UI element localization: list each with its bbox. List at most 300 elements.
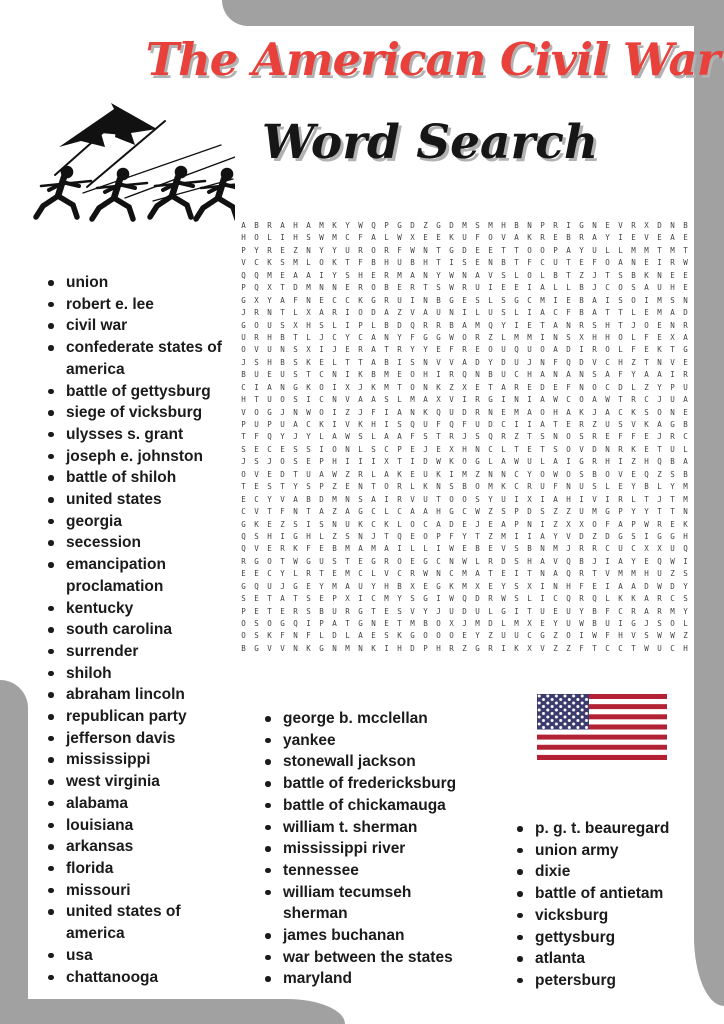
word-list-item: shiloh — [47, 663, 242, 685]
grid-letter: P — [241, 606, 246, 616]
word-list-item: louisiana — [47, 815, 242, 837]
grid-letter: M — [345, 544, 350, 554]
grid-letter: V — [254, 507, 259, 517]
grid-letter: E — [254, 444, 259, 454]
grid-letter: O — [280, 457, 285, 467]
word-list-item: missouri — [47, 880, 242, 902]
grid-letter: A — [358, 544, 363, 554]
grid-letter: A — [371, 494, 376, 504]
word-list-item: battle of shiloh — [47, 467, 242, 489]
grid-letter: E — [254, 482, 259, 492]
grid-letter: Q — [683, 544, 688, 554]
grid-letter: B — [683, 469, 688, 479]
grid-letter: A — [592, 233, 597, 243]
grid-letter: H — [384, 258, 389, 268]
grid-letter: M — [345, 569, 350, 579]
grid-letter: J — [475, 519, 480, 529]
grid-letter: E — [423, 581, 428, 591]
grid-row — [237, 506, 692, 518]
grid-letter: U — [397, 258, 402, 268]
grid-letter: H — [241, 395, 246, 405]
grid-letter: B — [241, 370, 246, 380]
grid-letter: W — [293, 556, 298, 566]
grid-letter: B — [670, 457, 675, 467]
grid-letter: M — [514, 619, 519, 628]
grid-letter: K — [332, 258, 337, 268]
grid-letter: I — [345, 308, 350, 318]
grid-letter: S — [579, 432, 584, 442]
grid-letter: K — [631, 407, 636, 417]
grid-letter: X — [566, 519, 571, 529]
grid-letter: A — [397, 432, 402, 442]
grid-letter: D — [462, 407, 467, 417]
grid-letter: B — [306, 494, 311, 504]
grid-letter: F — [644, 332, 649, 342]
grid-letter: O — [566, 432, 571, 442]
grid-letter: P — [241, 283, 246, 293]
grid-letter: A — [566, 407, 571, 417]
grid-letter: S — [345, 531, 350, 541]
grid-letter: G — [280, 619, 285, 628]
grid-letter: X — [345, 594, 350, 604]
grid-letter: Y — [605, 233, 610, 243]
grid-letter: R — [631, 221, 636, 230]
grid-letter: H — [683, 643, 688, 653]
grid-letter: D — [540, 382, 545, 392]
grid-letter: C — [397, 569, 402, 579]
grid-row — [237, 369, 692, 381]
grid-letter: A — [553, 345, 558, 355]
grid-letter: Q — [293, 619, 298, 628]
grid-letter: A — [592, 308, 597, 318]
word-list-item: battle of antietam — [516, 883, 711, 905]
grid-letter: P — [397, 444, 402, 454]
grid-letter: F — [579, 643, 584, 653]
grid-letter: O — [332, 444, 337, 454]
grid-letter: V — [449, 395, 454, 405]
grid-letter: Y — [579, 245, 584, 255]
grid-letter: N — [553, 332, 558, 342]
grid-letter: F — [436, 420, 441, 429]
grid-letter: X — [306, 345, 311, 355]
grid-letter: A — [280, 594, 285, 604]
grid-row — [237, 245, 692, 257]
grid-letter: F — [618, 432, 623, 442]
grid-letter: O — [449, 631, 454, 641]
grid-letter: X — [462, 382, 467, 392]
grid-letter: H — [644, 569, 649, 579]
grid-letter: U — [579, 482, 584, 492]
grid-row — [237, 394, 692, 406]
grid-letter: J — [371, 531, 376, 541]
grid-letter: B — [462, 482, 467, 492]
grid-letter: S — [397, 606, 402, 616]
word-list-item: mississippi — [47, 749, 242, 771]
grid-letter: T — [436, 258, 441, 268]
grid-letter: H — [241, 233, 246, 243]
grid-letter: L — [397, 519, 402, 529]
grid-letter: C — [254, 494, 259, 504]
grid-letter: E — [267, 519, 272, 529]
grid-letter: C — [371, 519, 376, 529]
grid-letter: L — [371, 469, 376, 479]
grid-letter: J — [280, 581, 285, 591]
grid-letter: T — [254, 395, 259, 405]
grid-row — [237, 581, 692, 593]
grid-letter: P — [241, 245, 246, 255]
grid-letter: S — [280, 320, 285, 330]
word-list-item: kentucky — [47, 598, 242, 620]
grid-letter: D — [579, 357, 584, 367]
grid-letter: S — [306, 606, 311, 616]
grid-letter: S — [618, 420, 623, 429]
word-list-item: emancipation proclamation — [47, 554, 242, 597]
grid-letter: A — [540, 395, 545, 405]
grid-letter: R — [358, 469, 363, 479]
grid-letter: U — [501, 631, 506, 641]
grid-letter: V — [631, 631, 636, 641]
grid-letter: U — [670, 395, 675, 405]
grid-letter: I — [605, 494, 610, 504]
grid-letter: V — [670, 357, 675, 367]
grid-letter: H — [267, 357, 272, 367]
grid-letter: S — [241, 444, 246, 454]
grid-letter: T — [306, 507, 311, 517]
grid-letter: M — [462, 569, 467, 579]
grid-letter: A — [358, 631, 363, 641]
grid-letter: B — [514, 221, 519, 230]
grid-letter: L — [501, 619, 506, 628]
grid-letter: G — [397, 221, 402, 230]
grid-letter: K — [657, 345, 662, 355]
grid-letter: A — [241, 221, 246, 230]
grid-letter: I — [579, 494, 584, 504]
grid-letter: B — [371, 370, 376, 380]
grid-letter: M — [397, 270, 402, 280]
grid-letter: K — [358, 519, 363, 529]
grid-letter: K — [254, 519, 259, 529]
grid-letter: N — [553, 581, 558, 591]
grid-letter: R — [579, 233, 584, 243]
word-list-item: gettysburg — [516, 927, 711, 949]
grid-letter: X — [579, 332, 584, 342]
grid-letter: Z — [332, 482, 337, 492]
grid-letter: V — [540, 643, 545, 653]
grid-letter: U — [657, 283, 662, 293]
grid-letter: T — [566, 258, 571, 268]
grid-letter: T — [514, 245, 519, 255]
grid-letter: J — [319, 332, 324, 342]
grid-letter: C — [449, 569, 454, 579]
grid-letter: T — [670, 507, 675, 517]
grid-letter: O — [657, 407, 662, 417]
grid-letter: S — [501, 308, 506, 318]
grid-letter: A — [605, 370, 610, 380]
grid-letter: I — [657, 258, 662, 268]
grid-row — [237, 630, 692, 642]
grid-letter: Q — [241, 531, 246, 541]
grid-letter: U — [449, 407, 454, 417]
grid-letter: V — [436, 357, 441, 367]
grid-letter: B — [423, 619, 428, 628]
grid-letter: S — [657, 619, 662, 628]
grid-letter: L — [618, 345, 623, 355]
grid-letter: N — [358, 643, 363, 653]
grid-letter: H — [566, 581, 571, 591]
grid-letter: U — [475, 283, 480, 293]
grid-letter: X — [449, 444, 454, 454]
word-list-item: battle of fredericksburg — [264, 773, 468, 795]
grid-letter: L — [410, 482, 415, 492]
grid-letter: K — [514, 643, 519, 653]
grid-letter: X — [267, 283, 272, 293]
grid-letter: C — [371, 594, 376, 604]
grid-letter: S — [618, 270, 623, 280]
grid-letter: A — [293, 420, 298, 429]
grid-letter: F — [280, 507, 285, 517]
grid-letter: P — [618, 507, 623, 517]
grid-letter: V — [254, 544, 259, 554]
grid-letter: Z — [488, 531, 493, 541]
grid-letter: W — [670, 631, 675, 641]
grid-letter: M — [410, 395, 415, 405]
grid-letter: E — [501, 407, 506, 417]
grid-letter: Q — [267, 432, 272, 442]
grid-letter: E — [267, 544, 272, 554]
grid-letter: I — [644, 531, 649, 541]
grid-letter: X — [293, 320, 298, 330]
grid-letter: X — [527, 619, 532, 628]
grid-letter: R — [280, 544, 285, 554]
grid-letter: N — [280, 345, 285, 355]
grid-letter: T — [384, 345, 389, 355]
grid-letter: B — [436, 295, 441, 305]
grid-letter: R — [397, 494, 402, 504]
grid-letter: N — [449, 308, 454, 318]
grid-letter: T — [540, 444, 545, 454]
grid-letter: J — [241, 357, 246, 367]
grid-letter: I — [462, 308, 467, 318]
grid-letter: C — [553, 594, 558, 604]
grid-letter: W — [683, 258, 688, 268]
grid-letter: Z — [345, 469, 350, 479]
grid-letter: C — [345, 233, 350, 243]
grid-letter: E — [280, 606, 285, 616]
grid-letter: D — [449, 519, 454, 529]
grid-letter: N — [319, 283, 324, 293]
grid-letter: L — [475, 308, 480, 318]
grid-letter: D — [293, 283, 298, 293]
grid-letter: I — [345, 370, 350, 380]
us-flag-icon — [537, 694, 667, 760]
grid-letter: V — [501, 233, 506, 243]
grid-letter: B — [631, 270, 636, 280]
grid-letter: A — [670, 308, 675, 318]
grid-letter: I — [254, 382, 259, 392]
grid-letter: C — [423, 519, 428, 529]
grid-letter: A — [683, 395, 688, 405]
grid-letter: Y — [254, 245, 259, 255]
word-list-item: united states of america — [47, 901, 242, 944]
grid-row — [237, 444, 692, 456]
grid-letter: V — [267, 643, 272, 653]
grid-letter: S — [592, 370, 597, 380]
grid-letter: I — [384, 494, 389, 504]
grid-letter: H — [592, 332, 597, 342]
grid-letter: E — [462, 295, 467, 305]
grid-letter: A — [657, 420, 662, 429]
grid-letter: Q — [566, 569, 571, 579]
grid-letter: D — [670, 581, 675, 591]
grid-letter: U — [267, 320, 272, 330]
grid-letter: J — [657, 432, 662, 442]
grid-letter: N — [423, 295, 428, 305]
grid-letter: E — [579, 258, 584, 268]
word-list-item: mississippi river — [264, 838, 468, 860]
grid-letter: L — [306, 258, 311, 268]
grid-letter: Z — [449, 382, 454, 392]
grid-letter: N — [566, 482, 571, 492]
grid-letter: G — [293, 531, 298, 541]
grid-letter: Y — [631, 482, 636, 492]
grid-letter: T — [527, 569, 532, 579]
grid-letter: O — [384, 482, 389, 492]
grid-letter: M — [657, 308, 662, 318]
grid-letter: A — [592, 295, 597, 305]
grid-letter: M — [475, 320, 480, 330]
grid-letter: B — [501, 258, 506, 268]
grid-letter: F — [553, 357, 558, 367]
grid-letter: O — [436, 631, 441, 641]
grid-letter: M — [384, 370, 389, 380]
word-list-item: william t. sherman — [264, 817, 468, 839]
grid-letter: T — [644, 494, 649, 504]
grid-letter: N — [358, 531, 363, 541]
grid-letter: E — [514, 283, 519, 293]
grid-letter: O — [397, 556, 402, 566]
grid-letter: K — [449, 233, 454, 243]
grid-letter: T — [436, 245, 441, 255]
grid-letter: A — [345, 507, 350, 517]
grid-letter: S — [319, 320, 324, 330]
grid-letter: R — [488, 643, 493, 653]
grid-letter: T — [267, 507, 272, 517]
grid-letter: G — [488, 395, 493, 405]
grid-letter: G — [371, 556, 376, 566]
grid-letter: L — [605, 245, 610, 255]
grid-letter: I — [514, 569, 519, 579]
grid-letter: J — [644, 619, 649, 628]
grid-letter: S — [293, 457, 298, 467]
word-list-middle — [264, 708, 468, 990]
grid-letter: J — [631, 320, 636, 330]
corner-decoration-left — [0, 680, 28, 1024]
grid-letter: U — [670, 444, 675, 454]
grid-letter: U — [267, 345, 272, 355]
grid-letter: G — [475, 643, 480, 653]
grid-row — [237, 257, 692, 269]
grid-letter: I — [605, 295, 610, 305]
grid-letter: O — [449, 494, 454, 504]
grid-letter: D — [644, 581, 649, 591]
grid-letter: N — [332, 370, 337, 380]
grid-letter: I — [566, 457, 571, 467]
grid-letter: U — [605, 420, 610, 429]
grid-letter: W — [449, 270, 454, 280]
grid-letter: S — [618, 295, 623, 305]
grid-letter: I — [527, 420, 532, 429]
grid-letter: N — [332, 519, 337, 529]
grid-letter: P — [267, 420, 272, 429]
grid-letter: T — [436, 494, 441, 504]
grid-letter: E — [306, 581, 311, 591]
grid-letter: O — [436, 619, 441, 628]
grid-letter: O — [319, 258, 324, 268]
grid-letter: T — [657, 507, 662, 517]
grid-letter: C — [527, 295, 532, 305]
grid-letter: R — [527, 482, 532, 492]
grid-letter: H — [605, 457, 610, 467]
grid-letter: Z — [397, 308, 402, 318]
grid-letter: T — [475, 531, 480, 541]
grid-letter: E — [527, 382, 532, 392]
grid-letter: R — [579, 320, 584, 330]
grid-letter: N — [553, 370, 558, 380]
grid-letter: J — [423, 444, 428, 454]
grid-letter: E — [254, 594, 259, 604]
grid-letter: N — [514, 395, 519, 405]
grid-letter: O — [423, 531, 428, 541]
grid-letter: D — [423, 457, 428, 467]
grid-letter: O — [462, 457, 467, 467]
grid-letter: O — [631, 295, 636, 305]
grid-letter: D — [683, 308, 688, 318]
grid-letter: Y — [631, 556, 636, 566]
grid-letter: M — [553, 544, 558, 554]
grid-letter: W — [397, 233, 402, 243]
grid-letter: F — [579, 581, 584, 591]
grid-letter: W — [475, 507, 480, 517]
grid-letter: E — [462, 631, 467, 641]
grid-letter: E — [254, 569, 259, 579]
grid-letter: I — [514, 531, 519, 541]
grid-letter: O — [254, 320, 259, 330]
grid-letter: A — [566, 370, 571, 380]
grid-letter: J — [241, 308, 246, 318]
grid-letter: E — [319, 544, 324, 554]
grid-letter: B — [332, 544, 337, 554]
grid-letter: K — [644, 270, 649, 280]
grid-letter: C — [241, 382, 246, 392]
grid-letter: C — [306, 420, 311, 429]
grid-letter: L — [410, 544, 415, 554]
grid-letter: T — [371, 606, 376, 616]
grid-letter: I — [280, 531, 285, 541]
grid-letter: T — [488, 569, 493, 579]
grid-letter: T — [293, 469, 298, 479]
grid-letter: I — [527, 531, 532, 541]
grid-letter: F — [605, 631, 610, 641]
grid-letter: L — [293, 569, 298, 579]
word-list-item: secession — [47, 532, 242, 554]
grid-letter: S — [553, 444, 558, 454]
grid-letter: I — [644, 295, 649, 305]
grid-letter: E — [683, 407, 688, 417]
grid-letter: R — [384, 245, 389, 255]
grid-letter: T — [371, 482, 376, 492]
grid-letter: C — [358, 332, 363, 342]
grid-letter: A — [618, 556, 623, 566]
